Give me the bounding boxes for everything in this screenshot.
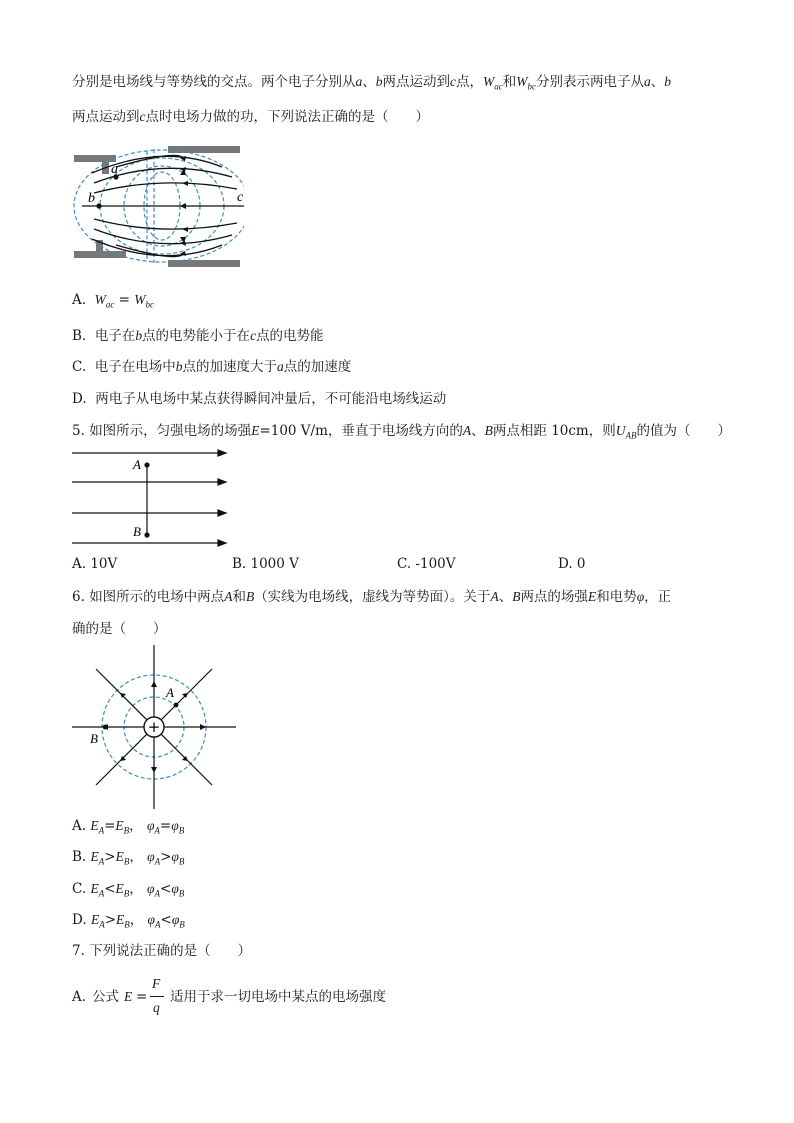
- relation: >: [160, 849, 172, 865]
- option-label: D.: [72, 912, 87, 928]
- text: ，: [129, 818, 143, 834]
- text: ，正: [644, 589, 672, 605]
- text: 点的加速度: [283, 359, 352, 375]
- q6-stem-line2: 确的是（ ）: [72, 621, 167, 637]
- option-label: B.: [72, 849, 87, 865]
- var-phi: φ: [147, 881, 155, 896]
- text: 公式: [92, 989, 119, 1005]
- var-phi: φ: [636, 589, 645, 604]
- subscript: A: [154, 856, 161, 867]
- text: ，: [129, 849, 143, 865]
- subscript: B: [179, 919, 185, 930]
- text: （实线为电场线，虚线为等势面）。关于: [254, 589, 491, 605]
- text: ，: [129, 912, 144, 928]
- var-phi: φ: [146, 818, 155, 833]
- var-b: B: [484, 423, 493, 438]
- option-label: D.: [72, 391, 87, 407]
- question-number: 5.: [72, 423, 85, 439]
- var-e: E: [90, 849, 99, 864]
- option-label: A.: [72, 989, 87, 1005]
- text: 如图所示的电场中两点: [89, 589, 225, 605]
- subscript: A: [154, 888, 161, 899]
- subscript: bc: [527, 81, 536, 92]
- label-a: A: [166, 685, 174, 700]
- var-w: W: [483, 74, 495, 89]
- equals: =: [114, 292, 135, 308]
- relation: <: [160, 912, 172, 928]
- var-e: E: [587, 589, 597, 604]
- q5-option-c: C. -100V: [397, 556, 456, 572]
- fraction-denominator: q: [153, 1000, 160, 1015]
- subscript: A: [99, 919, 105, 930]
- text: 、: [471, 423, 485, 439]
- relation: <: [104, 881, 116, 897]
- subscript: A: [98, 888, 105, 899]
- text: 和电势: [596, 589, 637, 605]
- var-a: A: [224, 589, 233, 604]
- text: 两点相距 10cm，则: [492, 423, 616, 439]
- bottom-right-plate: [168, 260, 240, 267]
- var-w: W: [94, 292, 106, 307]
- subscript: bc: [145, 299, 155, 310]
- subscript: B: [178, 888, 185, 899]
- subscript: B: [178, 825, 185, 836]
- text: 两点的场强: [520, 589, 588, 605]
- fraction-bar: [150, 996, 164, 997]
- q4-option-b: [72, 326, 324, 346]
- var-w: W: [134, 292, 146, 307]
- var-e: E: [115, 849, 124, 864]
- var-w: W: [516, 74, 528, 89]
- q7-stem: [72, 941, 251, 961]
- text: 下列说法正确的是（ ）: [89, 943, 252, 959]
- q5-stem: [72, 421, 731, 446]
- var-phi: φ: [171, 818, 179, 833]
- relation: =: [104, 818, 116, 834]
- q5-option-d: D. 0: [558, 556, 586, 572]
- subscript: B: [123, 888, 130, 899]
- q4-option-a: [72, 290, 154, 315]
- var-b: b: [375, 74, 383, 89]
- label-b: B: [133, 524, 141, 539]
- var-e: E: [116, 912, 125, 927]
- var-u: U: [615, 423, 626, 438]
- relation: >: [104, 849, 116, 865]
- point-b: [144, 532, 149, 537]
- q6-point-charge-figure: [72, 645, 238, 809]
- var-b: b: [664, 74, 671, 89]
- top-right-plate: [168, 146, 240, 153]
- subscript: A: [154, 825, 160, 836]
- var-e: E: [115, 881, 124, 896]
- subscript: B: [178, 856, 185, 867]
- relation: =: [159, 818, 172, 834]
- q6-stem-line1: [72, 587, 671, 607]
- text: 电子在电场中: [94, 359, 176, 375]
- subscript: A: [98, 825, 105, 836]
- q6-option-c: [72, 879, 184, 904]
- q4-stem-line1: [72, 72, 671, 97]
- text: 的值为（ ）: [636, 423, 731, 439]
- var-a: A: [490, 589, 499, 604]
- text: 点的电势能小于在: [142, 328, 251, 344]
- text: 、: [650, 74, 665, 90]
- label-b: b: [88, 191, 95, 206]
- option-label: A.: [72, 292, 87, 308]
- subscript: ac: [105, 299, 115, 310]
- option-label: B.: [72, 328, 87, 344]
- var-e: E: [90, 818, 99, 833]
- subscript: AB: [625, 430, 637, 441]
- var-e: E: [90, 912, 100, 927]
- var-e: E: [124, 989, 133, 1004]
- var-c: c: [139, 109, 146, 124]
- q4-stem-line2: [72, 107, 429, 127]
- text: 点，: [456, 74, 483, 90]
- var-a: A: [462, 423, 472, 438]
- text: 和: [502, 74, 517, 90]
- q4-field-figure: [72, 143, 244, 271]
- text: 电子在: [94, 328, 136, 344]
- var-a: a: [355, 74, 363, 89]
- label-c: c: [237, 190, 244, 205]
- var-e: E: [90, 881, 99, 896]
- option-label: A.: [72, 818, 87, 834]
- subscript: A: [155, 919, 161, 930]
- q4-option-d: [72, 389, 446, 409]
- var-phi: φ: [171, 881, 179, 896]
- text: 两点运动到: [72, 109, 140, 125]
- var-c: c: [450, 74, 456, 89]
- label-a: a: [111, 162, 118, 177]
- q5-uniform-field-figure: [72, 447, 232, 549]
- relation: <: [160, 881, 172, 897]
- charge-sign: +: [147, 718, 161, 736]
- label-b: B: [90, 731, 98, 746]
- option-label: C.: [72, 881, 87, 897]
- option-label: C.: [72, 359, 87, 375]
- text: 分别是电场线与等势线的交点。两个电子分别从: [72, 74, 356, 90]
- var-b: b: [175, 359, 183, 374]
- equals: =: [136, 989, 148, 1005]
- text: 点时电场力做的功，下列说法正确的是（ ）: [145, 109, 429, 125]
- q5-option-b: B. 1000 V: [232, 556, 299, 572]
- var-phi: φ: [171, 912, 180, 927]
- relation: >: [104, 912, 116, 928]
- text: 适用于求一切电场中某点的电场强度: [170, 989, 386, 1005]
- var-e: E: [251, 423, 260, 438]
- var-e: E: [115, 818, 124, 833]
- var-phi: φ: [147, 912, 156, 927]
- text: ，: [129, 881, 143, 897]
- var-a: a: [644, 74, 651, 89]
- var-b: b: [135, 328, 143, 343]
- q6-option-a: [72, 816, 184, 841]
- q4-option-c: [72, 357, 351, 377]
- q5-option-a: A. 10V: [72, 556, 118, 572]
- q6-option-b: [72, 847, 184, 872]
- text: 点的加速度大于: [182, 359, 277, 375]
- subscript: ac: [494, 81, 503, 92]
- fraction-numerator: F: [152, 976, 161, 991]
- text: 、: [498, 589, 513, 605]
- text: 分别表示两电子从: [536, 74, 644, 90]
- subscript: B: [123, 825, 130, 836]
- var-c: c: [250, 328, 257, 343]
- question-number: 6.: [72, 589, 85, 605]
- question-number: 7.: [72, 943, 85, 959]
- subscript: B: [123, 856, 130, 867]
- point-b: [103, 725, 108, 730]
- var-phi: φ: [147, 849, 155, 864]
- text: 两点运动到: [382, 74, 450, 90]
- point-a: [174, 703, 179, 708]
- text: =100 V/m，垂直于电场线方向的: [259, 423, 463, 439]
- text: 两电子从电场中某点获得瞬间冲量后，不可能沿电场线运动: [95, 391, 447, 407]
- label-a: A: [133, 457, 141, 472]
- var-b: B: [512, 589, 521, 604]
- text: 、: [362, 74, 376, 90]
- var-a: a: [276, 359, 284, 374]
- subscript: B: [124, 919, 130, 930]
- q6-option-d: [72, 910, 185, 935]
- text: 点的电势能: [256, 328, 324, 344]
- point-a: [144, 462, 149, 467]
- subscript: A: [98, 856, 105, 867]
- var-phi: φ: [171, 849, 179, 864]
- var-b: B: [245, 589, 255, 604]
- point-b: [96, 203, 101, 208]
- text: 和: [232, 589, 246, 605]
- text: 如图所示，匀强电场的场强: [89, 423, 252, 439]
